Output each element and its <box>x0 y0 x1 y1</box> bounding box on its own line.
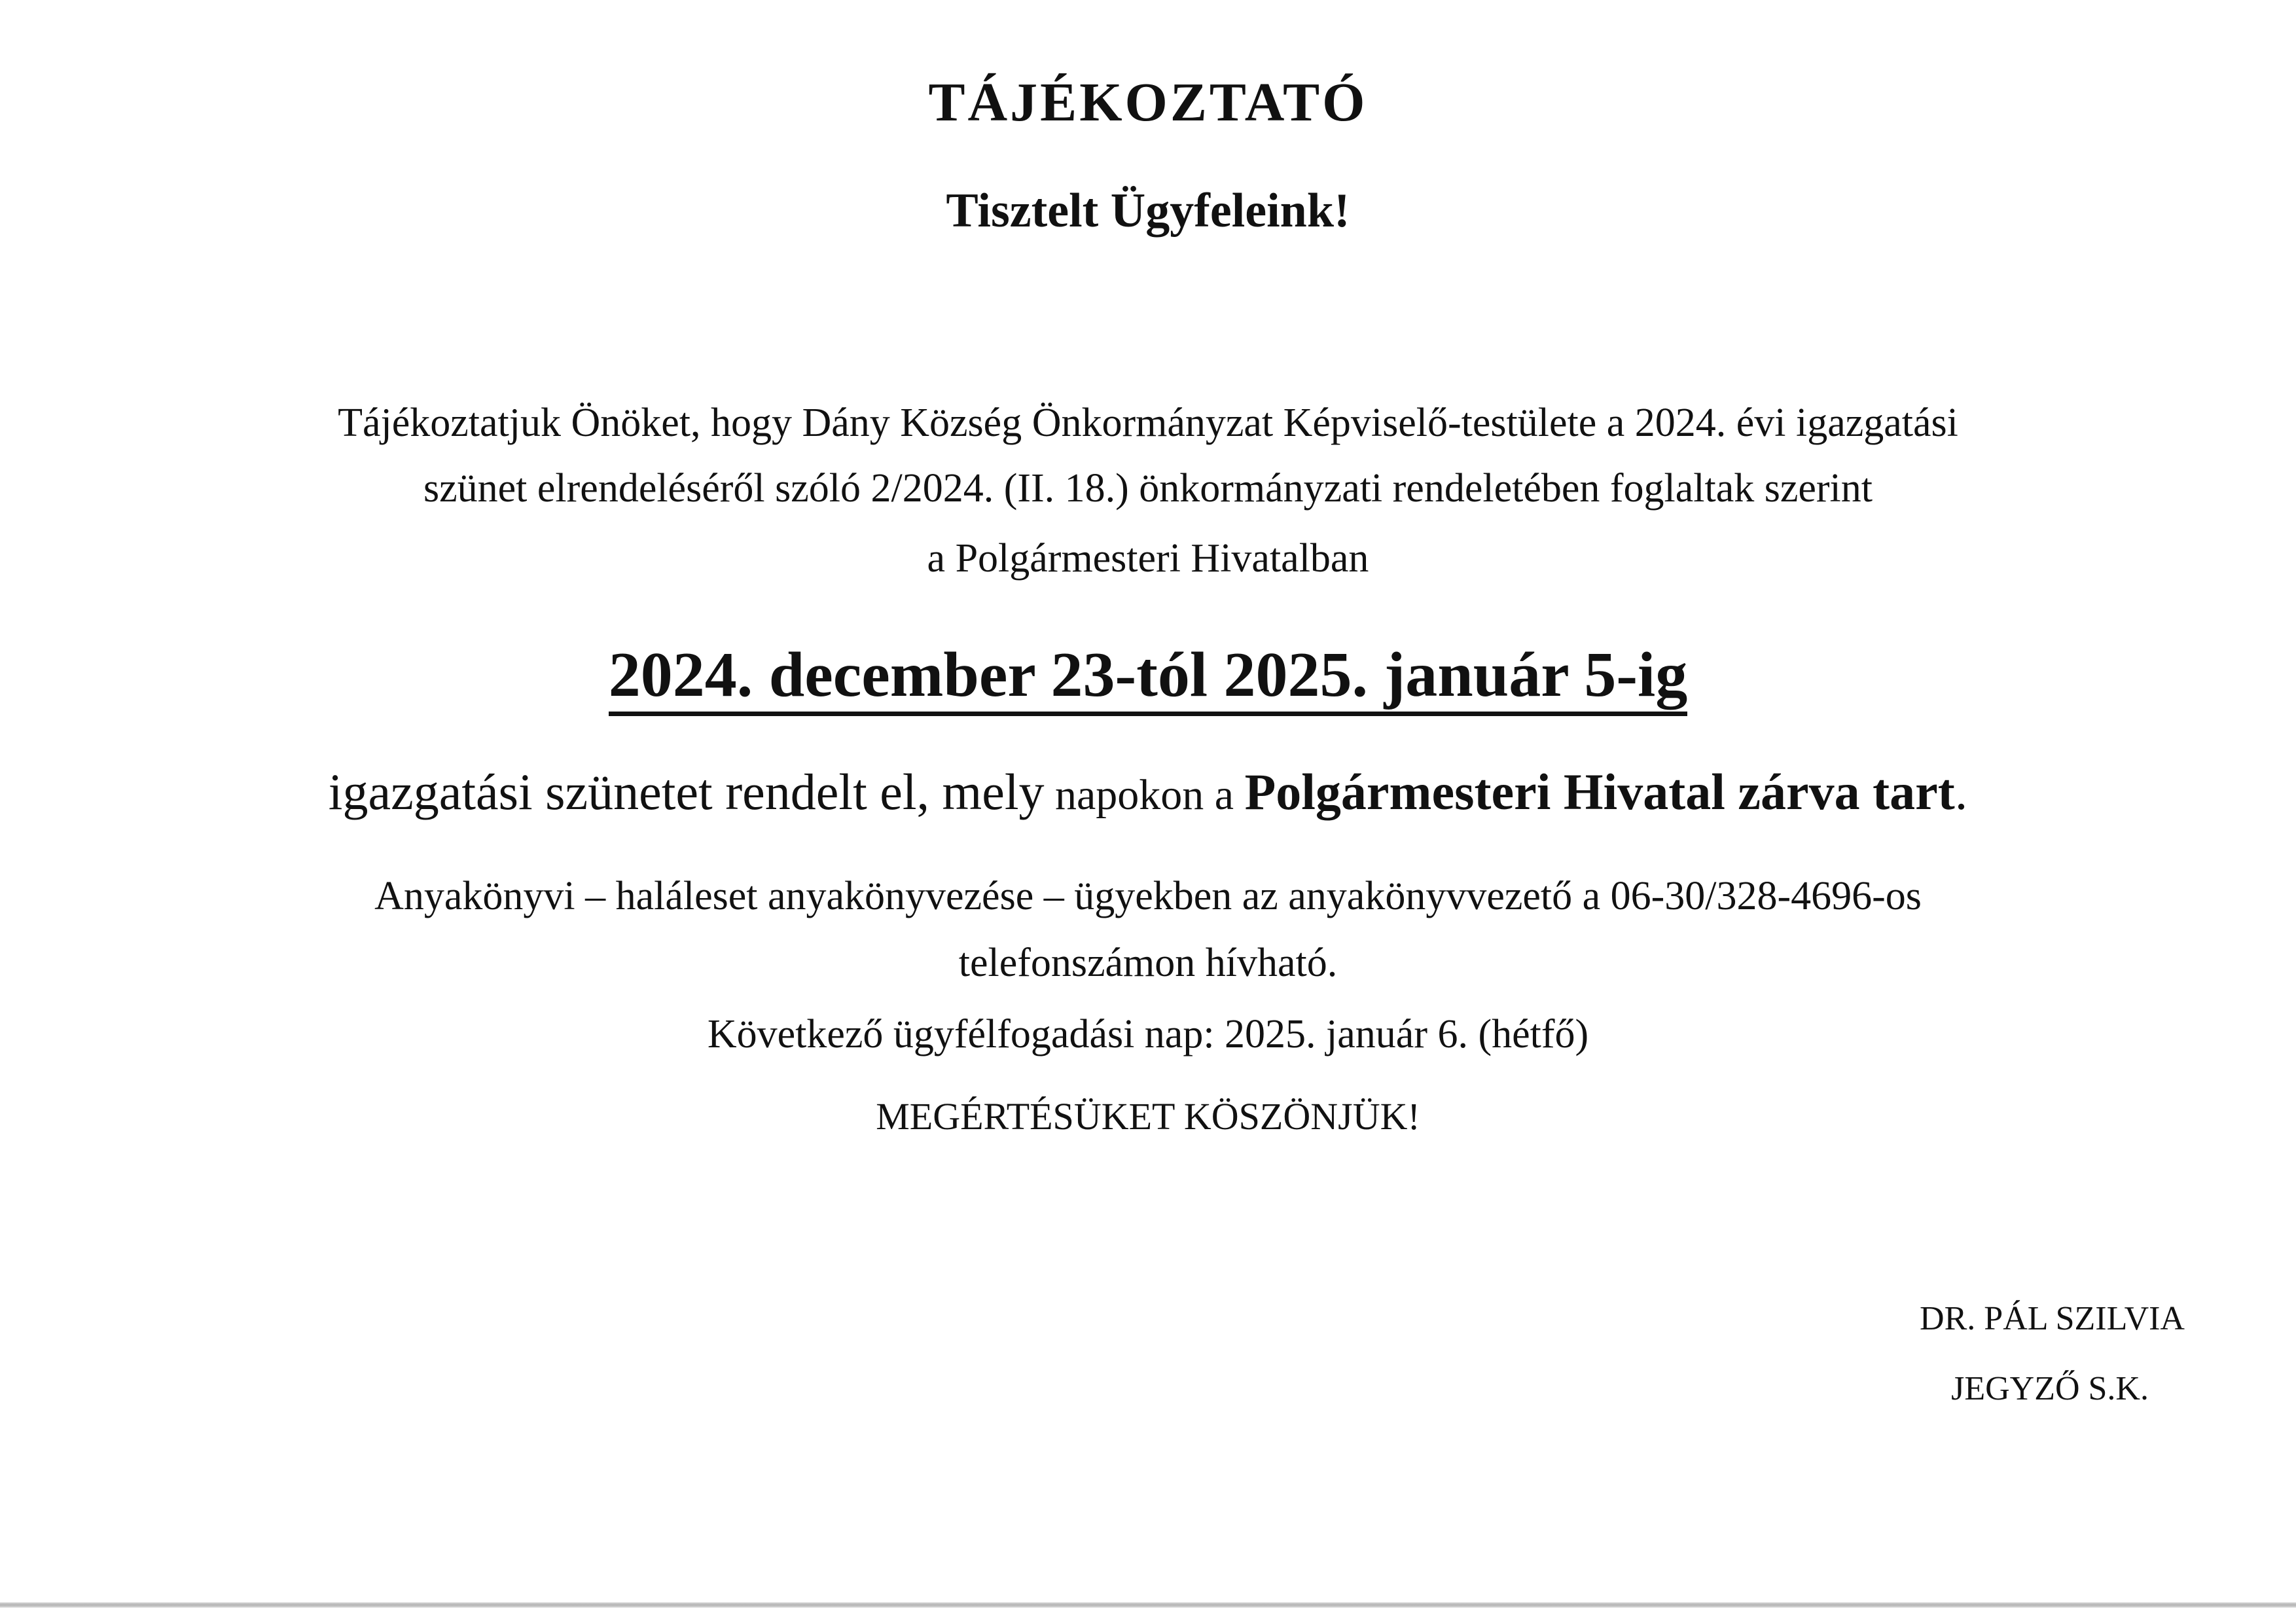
closure-statement <box>0 763 2296 821</box>
registry-line-1: Anyakönyvi – haláleset anyakönyvezése – ügyekben az anyakönyvvezető a 06-30/328-4696-os <box>374 874 1922 918</box>
signatory-role: JEGYZŐ S.K. <box>1951 1370 2149 1407</box>
office-line: a Polgármesteri Hivatalban <box>927 536 1369 581</box>
closure-bold: Polgármesteri Hivatal zárva tart <box>1244 763 1955 820</box>
next-reception-day: Következő ügyfélfogadási nap: 2025. január 6. (hétfő) <box>707 1012 1589 1056</box>
date-range: 2024. december 23-tól 2025. január 5-ig <box>609 640 1688 716</box>
signatory-name: DR. PÁL SZILVIA <box>1920 1300 2185 1337</box>
intro-line-2: szünet elrendeléséről szóló 2/2024. (II. 18.) önkormányzati rendeletében foglaltak szerint <box>423 466 1873 511</box>
scan-edge-line <box>0 1602 2296 1608</box>
registry-paragraph <box>0 863 2296 996</box>
closure-part-2: napokon a <box>1044 771 1245 819</box>
registry-line-2: telefonszámon hívható. <box>958 941 1338 985</box>
intro-line-1: Tájékoztatjuk Önöket, hogy Dány Község Önkormányzat Képviselő-testülete a 2024. évi igazgatási <box>338 401 1958 445</box>
closure-end: . <box>1954 763 1968 820</box>
date-range-heading <box>0 638 2296 712</box>
document-title: TÁJÉKOZTATÓ <box>928 72 1368 133</box>
thanks-line: MEGÉRTÉSÜKET KÖSZÖNJÜK! <box>876 1095 1420 1138</box>
salutation: Tisztelt Ügyfeleink! <box>946 184 1350 238</box>
closure-part-1: igazgatási szünetet rendelt el, mely <box>328 763 1045 820</box>
intro-paragraph <box>0 390 2296 521</box>
